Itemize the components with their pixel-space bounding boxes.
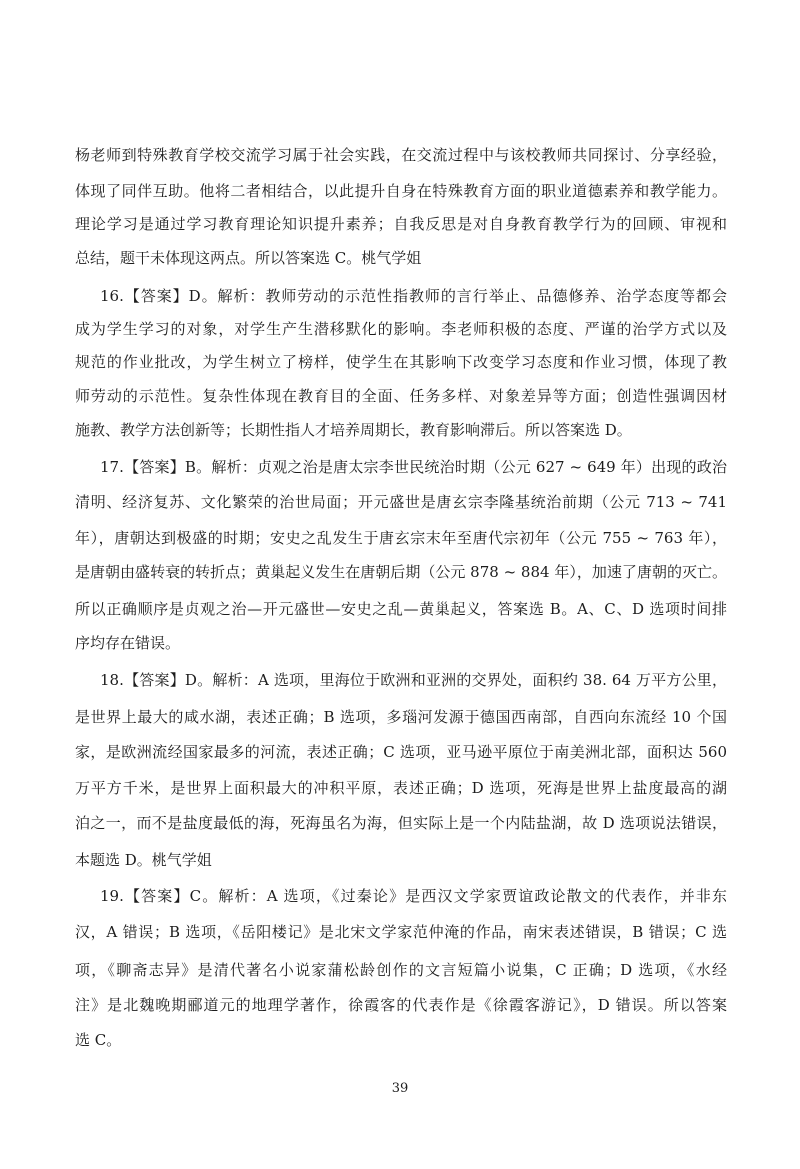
text-line: 成为学生学习的对象，对学生产生潜移默化的影响。李老师积极的态度、严谨的治学方式以及	[75, 320, 727, 338]
answer-16-first-line: 16.【答案】D。解析：教师劳动的示范性指教师的言行举止、品德修养、治学态度等都会	[100, 287, 727, 305]
text-line: 是世界上最大的咸水湖，表述正确；B 选项，多瑙河发源于德国西南部，自西向东流经 10 个国	[75, 708, 727, 726]
text-line: 选 C。	[75, 1031, 122, 1049]
text-line: 施教、教学方法创新等；长期性指人才培养周期长，教育影响滞后。所以答案选 D。	[75, 421, 632, 439]
text-line: 汉，A 错误；B 选项，《岳阳楼记》是北宋文学家范仲淹的作品，南宋表述错误，B 错误；C 选	[75, 923, 727, 941]
text-line: 泊之一，而不是盐度最低的海，死海虽名为海，但实际上是一个内陆盐湖，故 D 选项说法错误，	[75, 814, 727, 832]
text-line: 序均存在错误。	[75, 634, 181, 652]
text-line: 项，《聊斋志异》是清代著名小说家蒲松龄创作的文言短篇小说集，C 正确；D 选项，《水经	[75, 961, 727, 979]
text-line: 师劳动的示范性。复杂性体现在教育目的全面、任务多样、对象差异等方面；创造性强调因材	[75, 387, 727, 405]
text-line: 理论学习是通过学习教育理论知识提升素养；自我反思是对自身教育教学行为的回顾、审视和	[75, 215, 727, 233]
text-line: 所以正确顺序是贞观之治—开元盛世—安史之乱—黄巢起义，答案选 B。A、C、D 选项时间排	[75, 600, 727, 618]
text-line: 年），唐朝达到极盛的时期；安史之乱发生于唐玄宗末年至唐代宗初年（公元 755 ~ 763 年），	[75, 529, 727, 547]
text-line: 是唐朝由盛转衰的转折点；黄巢起义发生在唐朝后期（公元 878 ~ 884 年），加速了唐朝的灭亡。	[75, 563, 727, 581]
text-line: 注》是北魏晚期郦道元的地理学著作，徐霞客的代表作是《徐霞客游记》，D 错误。所以答案	[75, 996, 727, 1014]
answer-19-first-line: 19.【答案】C。解析：A 选项，《过秦论》是西汉文学家贾谊政论散文的代表作，并非东	[100, 887, 727, 905]
text-line: 清明、经济复苏、文化繁荣的治世局面；开元盛世是唐玄宗李隆基统治前期（公元 713 ~ 741	[75, 493, 727, 511]
text-line: 总结，题干未体现这两点。所以答案选 C。桃气学姐	[75, 249, 422, 267]
text-line: 规范的作业批改，为学生树立了榜样，使学生在其影响下改变学习态度和作业习惯，体现了教	[75, 353, 727, 371]
text-line: 家，是欧洲流经国家最多的河流，表述正确；C 选项，亚马逊平原位于南美洲北部，面积达 560	[75, 743, 727, 761]
text-line: 杨老师到特殊教育学校交流学习属于社会实践，在交流过程中与该校教师共同探讨、分享经验，	[75, 146, 727, 164]
answer-18-first-line: 18.【答案】D。解析：A 选项，里海位于欧洲和亚洲的交界处，面积约 38. 64 万平方公里，	[100, 671, 727, 689]
answer-17-first-line: 17.【答案】B。解析：贞观之治是唐太宗李世民统治时期（公元 627 ~ 649 年）出现的政治	[100, 458, 727, 476]
text-line: 本题选 D。桃气学姐	[75, 851, 212, 869]
page-number: 39	[391, 1081, 409, 1096]
text-line: 万平方千米，是世界上面积最大的冲积平原，表述正确；D 选项，死海是世界上盐度最高的湖	[75, 779, 727, 797]
text-line: 体现了同伴互助。他将二者相结合，以此提升自身在特殊教育方面的职业道德素养和教学能力。	[75, 182, 727, 200]
